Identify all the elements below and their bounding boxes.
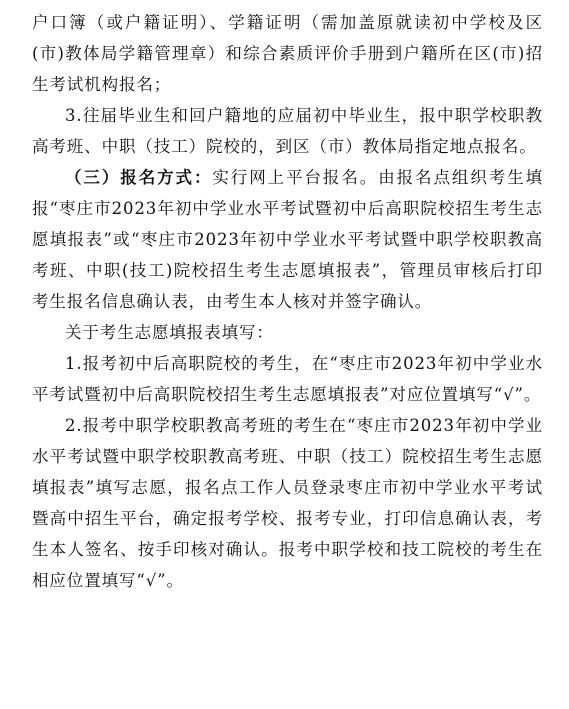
paragraph-text: 3.往届毕业生和回户籍地的应届初中毕业生，报中职学校职教高考班、中职（技工）院校的，到区（市）教体局指定地点报名。 [32, 106, 543, 156]
paragraph-text: 2.报考中职学校职教高考班的考生在“枣庄市2023年初中学业水平考试暨中职学校职教高考班、中职（技工）院校招生考生志愿填报表”填写志愿，报名点工作人员登录枣庄市初中学业水平考试暨高中招生平台，确定报考学校、报考专业，打印信息确认表，考生本人签名、按手印核对确认。报考中职学校和技工院校的考生在相应位置填写“√”。 [32, 416, 543, 590]
paragraph-secondary-vocational [32, 410, 543, 596]
paragraph-registration-documents [32, 7, 543, 100]
paragraph-text: 关于考生志愿填报表填写： [65, 323, 274, 342]
paragraph-previous-graduates [32, 100, 543, 162]
paragraph-text: 户口簿（或户籍证明）、学籍证明（需加盖原就读初中学校及区(市)教体局学籍管理章）和综合素质评价手册到户籍所在区(市)招生考试机构报名； [32, 13, 543, 94]
section-heading: （三）报名方式： [65, 168, 213, 187]
paragraph-text: 1.报考初中后高职院校的考生，在“枣庄市2023年初中学业水平考试暨初中后高职院校招生考生志愿填报表”对应位置填写“√”。 [32, 354, 543, 404]
paragraph-form-intro [32, 317, 543, 348]
paragraph-text: 实行网上平台报名。由报名点组织考生填报“枣庄市2023年初中学业水平考试暨初中后高职院校招生考生志愿填报表”或“枣庄市2023年初中学业水平考试暨中职学校职教高考班、中职(技工)院校招生考生志愿填报表”，管理员审核后打印考生报名信息确认表，由考生本人核对并签字确认。 [32, 168, 543, 311]
paragraph-higher-vocational [32, 348, 543, 410]
paragraph-registration-method [32, 162, 543, 317]
